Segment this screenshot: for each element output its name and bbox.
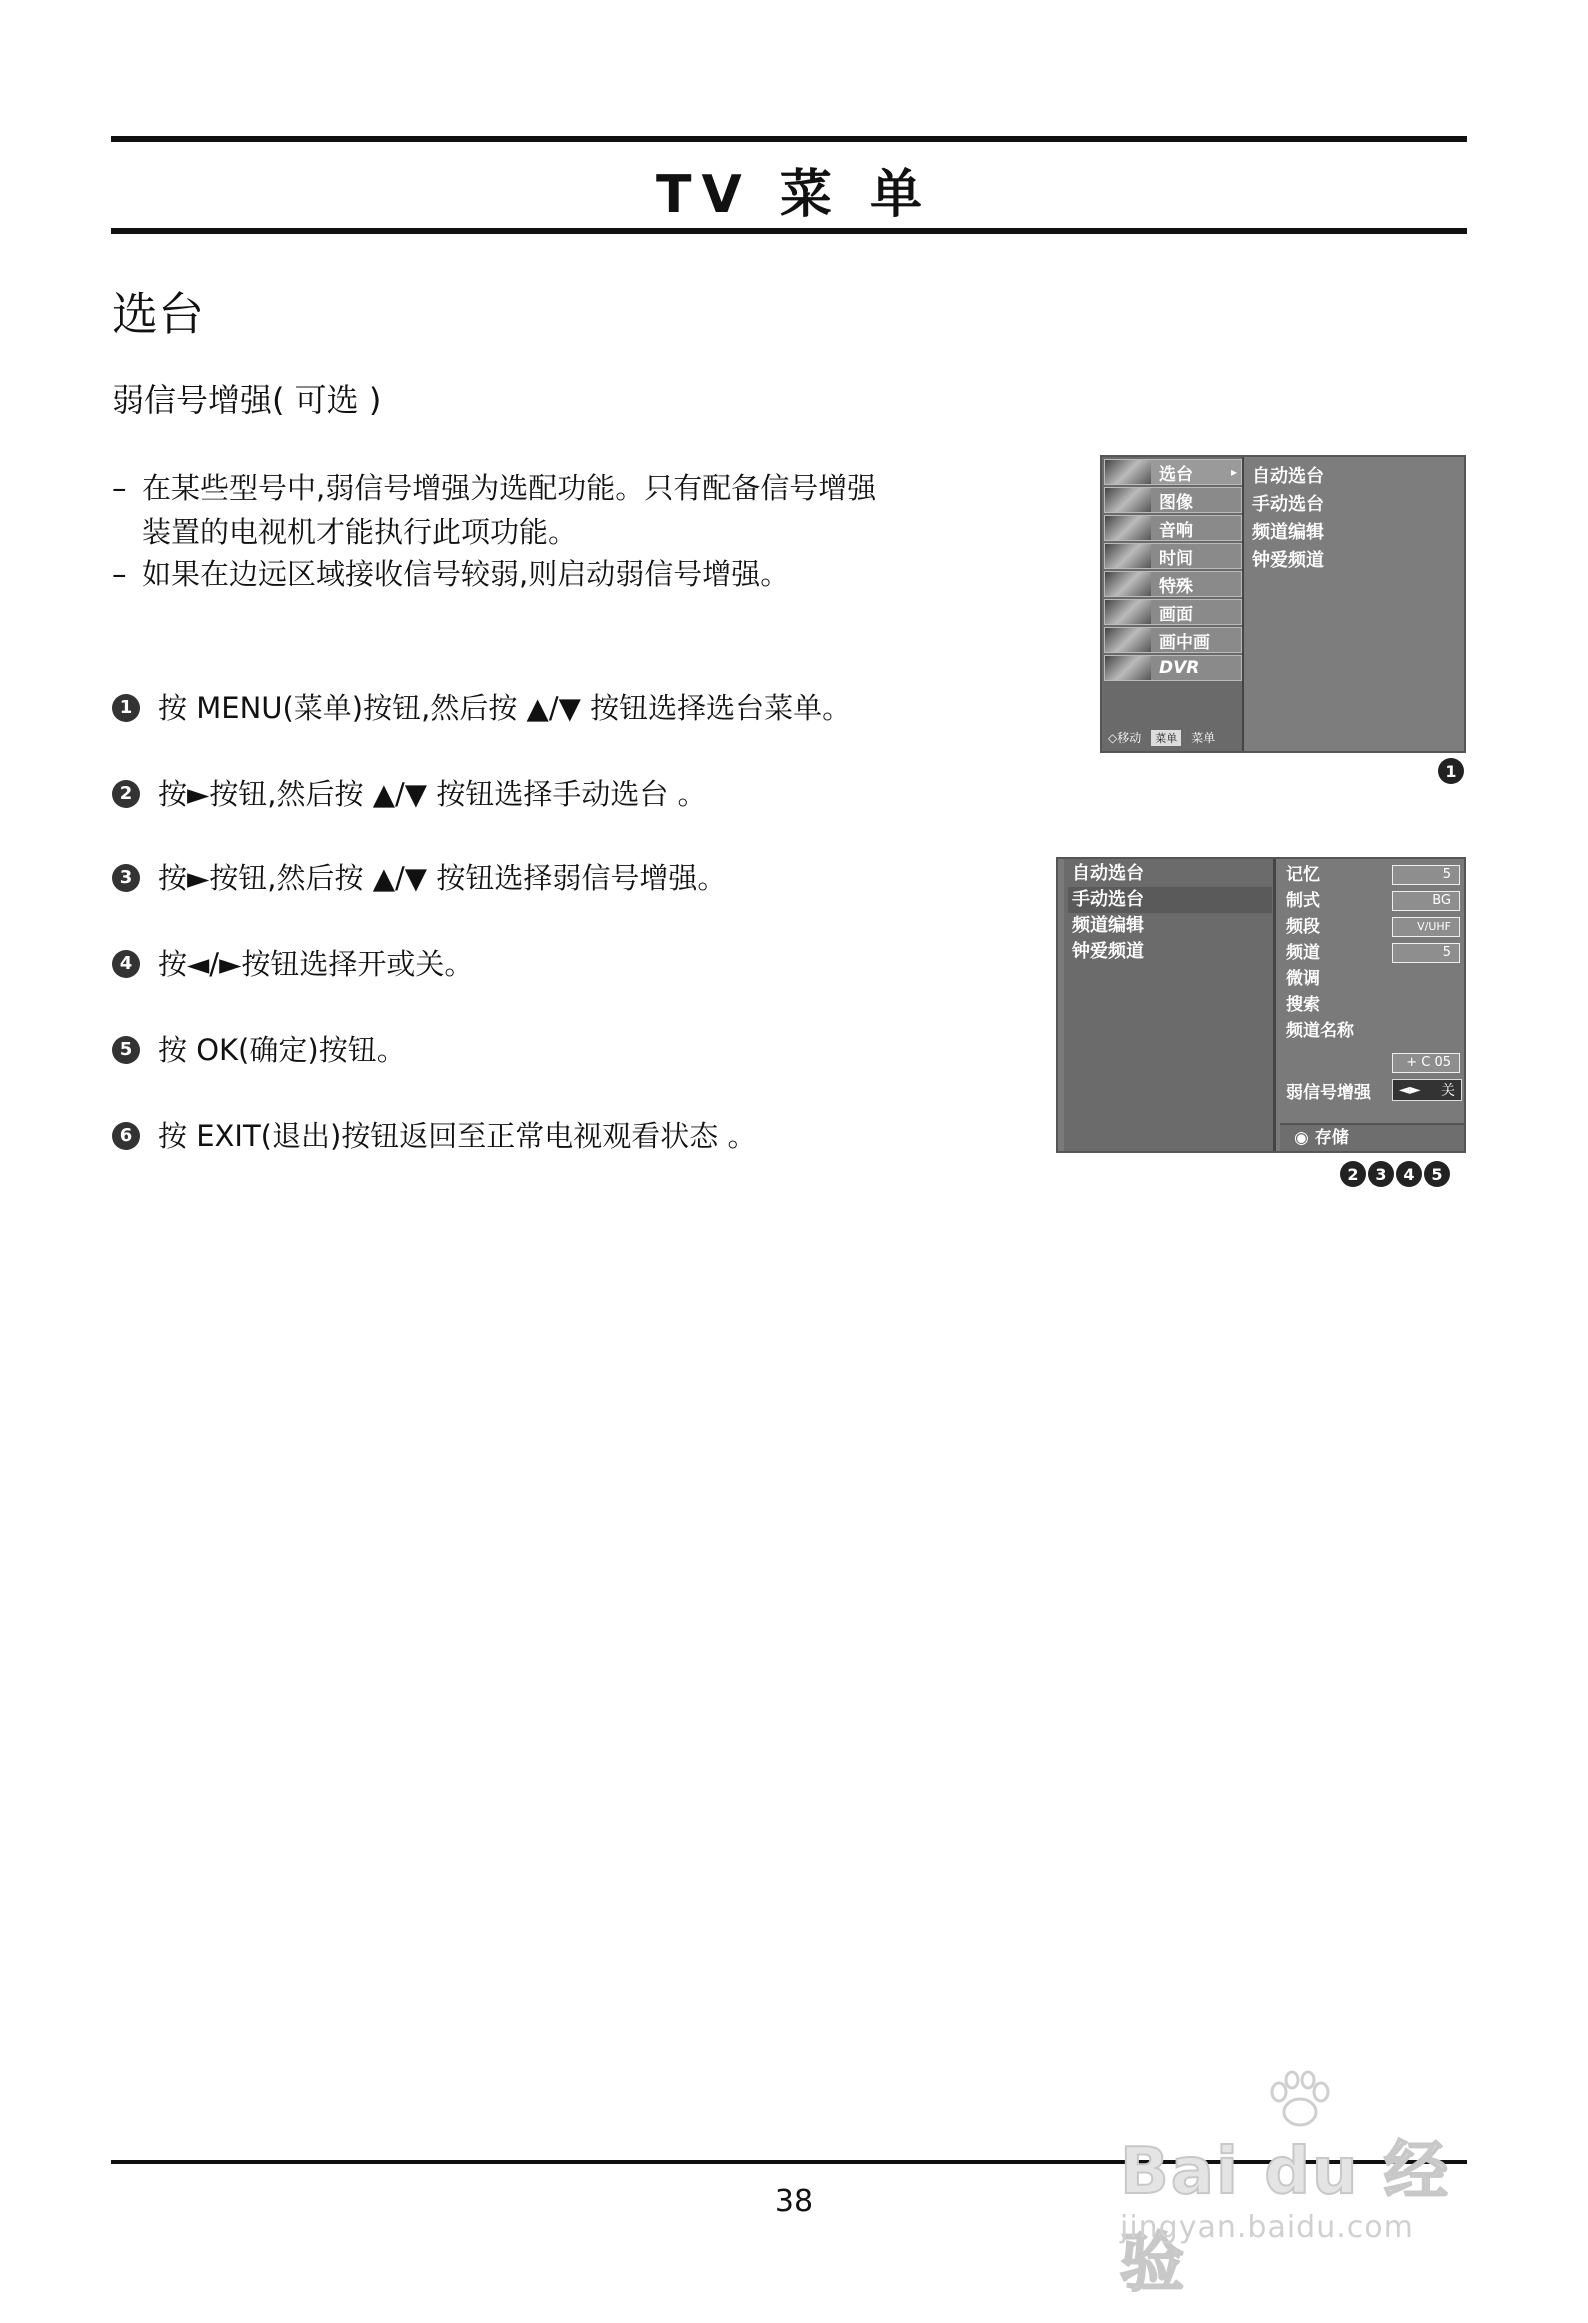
weak-signal-toggle[interactable] — [1392, 1079, 1462, 1101]
watermark-brand: Bai du 经验 — [1120, 2135, 1450, 2301]
menu-item-tuning[interactable]: 选台 ▸ — [1104, 459, 1242, 485]
menu-item-sound[interactable]: 音响 — [1104, 515, 1242, 541]
list-item-favorite-channel[interactable]: 钟爱频道 — [1072, 941, 1144, 962]
step-2 — [112, 774, 707, 814]
list-item-manual-tuning[interactable]: 手动选台 — [1068, 887, 1272, 913]
figure-2-caption — [1340, 1161, 1450, 1187]
submenu-auto-tuning[interactable]: 自动选台 — [1252, 466, 1324, 487]
manual-tuning-screenshot — [1056, 857, 1466, 1153]
note-1-line-2: 装置的电视机才能执行此项功能。 — [142, 515, 578, 549]
main-menu-list — [1102, 457, 1244, 751]
list-item-channel-edit[interactable]: 频道编辑 — [1072, 915, 1144, 936]
sub-title: 弱信号增强( 可选 ) — [112, 381, 382, 419]
channel-name-label: 频道名称 — [1286, 1021, 1354, 1041]
note-dash: – — [112, 557, 127, 591]
menu-item-picture[interactable]: 图像 — [1104, 487, 1242, 513]
note-1 — [112, 466, 992, 554]
sound-icon — [1105, 516, 1151, 540]
submenu-channel-edit[interactable]: 频道编辑 — [1252, 522, 1324, 543]
search-label[interactable]: 搜索 — [1286, 995, 1320, 1015]
channel-label: 频道 — [1286, 943, 1320, 963]
weak-signal-label: 弱信号增强 — [1286, 1083, 1371, 1103]
menu-item-dvr[interactable]: DVR — [1104, 655, 1242, 681]
figure-number-badge: 5 — [1424, 1161, 1450, 1187]
save-button[interactable]: ◉ 存储 — [1280, 1123, 1464, 1151]
tuning-icon — [1105, 460, 1151, 484]
step-4 — [112, 944, 473, 984]
step-1 — [112, 688, 851, 728]
band-label: 频段 — [1286, 917, 1320, 937]
system-label: 制式 — [1286, 891, 1320, 911]
tuning-submenu-list — [1064, 859, 1276, 1151]
pip-icon — [1105, 628, 1151, 652]
step-text: 按 MENU(菜单)按钮,然后按 ▲/▼ 按钮选择选台菜单。 — [158, 691, 852, 725]
step-number-badge: 3 — [112, 864, 140, 892]
main-menu-screenshot — [1100, 455, 1466, 753]
menu-item-special[interactable]: 特殊 — [1104, 571, 1242, 597]
band-field[interactable]: V/UHF — [1392, 917, 1460, 937]
time-icon — [1105, 544, 1151, 568]
manual-tuning-panel — [1280, 859, 1464, 1151]
menu-item-pip[interactable]: 画中画 — [1104, 627, 1242, 653]
figure-number-badge: 1 — [1438, 758, 1464, 784]
page-title: TV 菜 单 — [656, 165, 932, 225]
note-2-line-1: 如果在边远区域接收信号较弱,则启动弱信号增强。 — [142, 557, 790, 591]
menu-hint: 菜单 — [1191, 731, 1216, 745]
figure-number-badge: 4 — [1396, 1161, 1422, 1187]
list-item-auto-tuning[interactable]: 自动选台 — [1072, 863, 1144, 884]
step-number-badge: 4 — [112, 950, 140, 978]
baidu-watermark — [1120, 2060, 1480, 2301]
figure-number-badge: 3 — [1368, 1161, 1394, 1187]
dvr-icon — [1105, 656, 1151, 680]
menu-key: 菜单 — [1151, 730, 1181, 746]
tuning-submenu — [1252, 463, 1324, 575]
step-text: 按◄/►按钮选择开或关。 — [158, 947, 474, 981]
left-right-arrows-icon: ◄► — [1399, 1082, 1421, 1098]
step-6 — [112, 1116, 757, 1156]
move-hint: ◇移动 — [1108, 731, 1142, 745]
channel-name-field[interactable]: + C 05 — [1392, 1053, 1460, 1073]
memory-label: 记忆 — [1286, 865, 1320, 885]
arrow-right-icon: ▸ — [1230, 465, 1237, 479]
screen-icon — [1105, 600, 1151, 624]
channel-field[interactable]: 5 — [1392, 943, 1460, 963]
weak-signal-value: 关 — [1441, 1083, 1455, 1099]
step-number-badge: 1 — [112, 694, 140, 722]
title-rule — [111, 228, 1467, 234]
section-title: 选台 — [112, 287, 204, 341]
step-text: 按►按钮,然后按 ▲/▼ 按钮选择弱信号增强。 — [158, 861, 727, 895]
special-icon — [1105, 572, 1151, 596]
memory-field[interactable]: 5 — [1392, 865, 1460, 885]
step-text: 按 EXIT(退出)按钮返回至正常电视观看状态 。 — [158, 1119, 757, 1153]
system-field[interactable]: BG — [1392, 891, 1460, 911]
step-3 — [112, 858, 726, 898]
page-number: 38 — [774, 2184, 814, 2219]
step-number-badge: 5 — [112, 1036, 140, 1064]
figure-number-badge: 2 — [1340, 1161, 1366, 1187]
watermark-url: jingyan.baidu.com — [1120, 2210, 1414, 2245]
step-number-badge: 6 — [112, 1122, 140, 1150]
step-text: 按►按钮,然后按 ▲/▼ 按钮选择手动选台 。 — [158, 777, 707, 811]
fine-tune-label[interactable]: 微调 — [1286, 969, 1320, 989]
menu-item-time[interactable]: 时间 — [1104, 543, 1242, 569]
picture-icon — [1105, 488, 1151, 512]
menu-footer — [1108, 729, 1215, 746]
menu-item-screen[interactable]: 画面 — [1104, 599, 1242, 625]
submenu-favorite-channel[interactable]: 钟爱频道 — [1252, 550, 1324, 571]
step-number-badge: 2 — [112, 780, 140, 808]
top-rule — [111, 136, 1467, 142]
figure-1-caption — [1438, 758, 1464, 784]
step-5 — [112, 1030, 406, 1070]
submenu-manual-tuning[interactable]: 手动选台 — [1252, 494, 1324, 515]
note-2 — [112, 552, 992, 596]
note-dash: – — [112, 471, 127, 505]
step-text: 按 OK(确定)按钮。 — [158, 1033, 406, 1067]
note-1-line-1: 在某些型号中,弱信号增强为选配功能。只有配备信号增强 — [142, 471, 877, 505]
